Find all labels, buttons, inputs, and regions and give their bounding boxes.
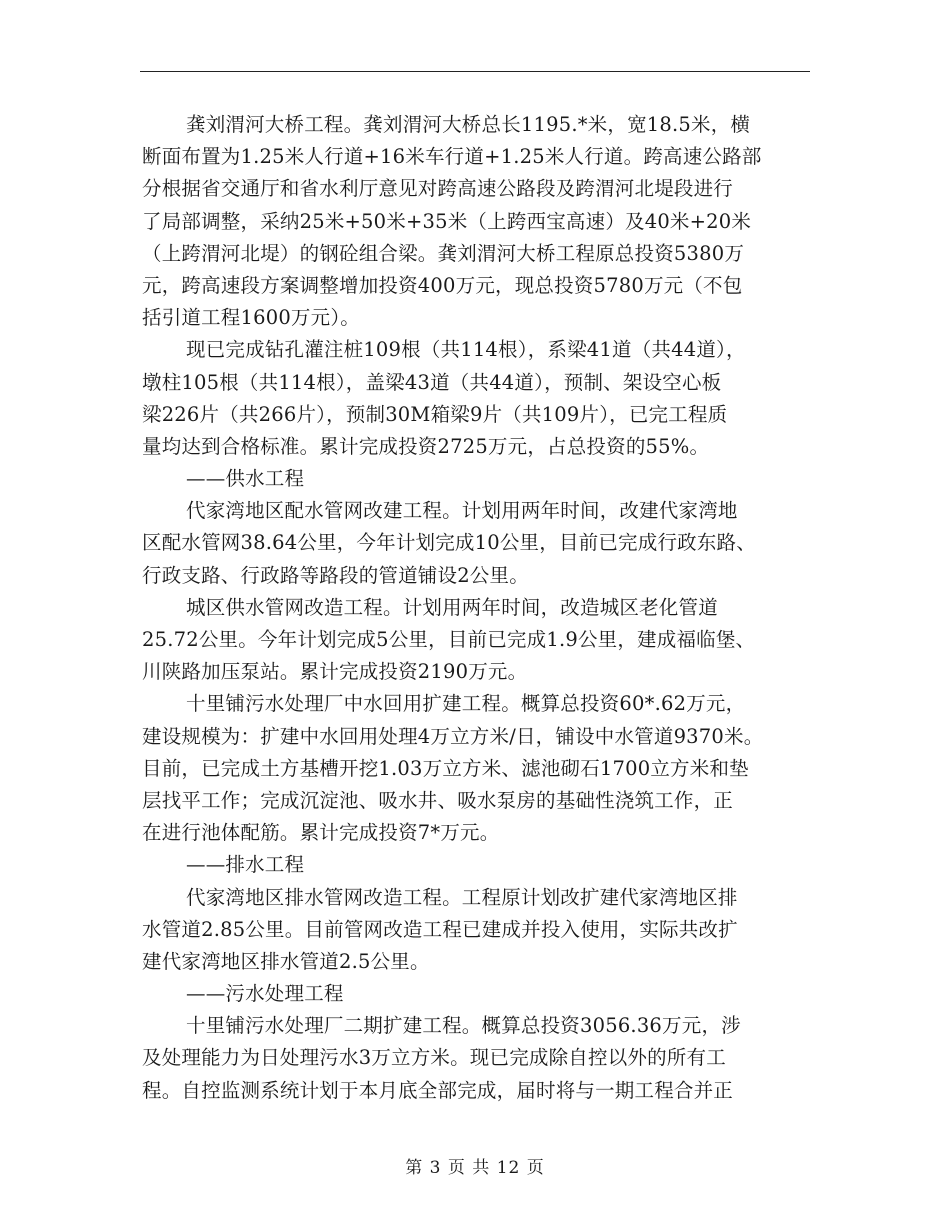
text-line: 城区供水管网改造工程。计划用两年时间，改造城区老化管道: [186, 595, 718, 619]
text-line: 十里铺污水处理厂中水回用扩建工程。概算总投资60*.62万元，: [186, 692, 746, 716]
text-line: 现已完成钻孔灌注桩109根（共114根），系梁41道（共44道），: [186, 338, 746, 362]
text-line: 量均达到合格标准。累计完成投资2725万元，占总投资的55%。: [142, 434, 710, 458]
text-line: 分根据省交通厅和省水利厅意见对跨高速公路段及跨渭河北堤段进行: [142, 177, 734, 201]
text-line: （上跨渭河北堤）的钢砼组合梁。龚刘渭河大桥工程原总投资5380万: [142, 241, 745, 265]
text-line: ——供水工程: [186, 467, 305, 491]
text-line: 龚刘渭河大桥工程。龚刘渭河大桥总长1195.*米，宽18.5米，横: [186, 113, 751, 136]
page-footer: 第 3 页 共 12 页: [405, 1158, 545, 1178]
text-line: 了局部调整，采纳25米+50米+35米（上跨西宝高速）及40米+20米: [142, 209, 752, 233]
text-line: 区配水管网38.64公里，今年计划完成10公里，目前已完成行政东路、: [142, 531, 756, 555]
text-line: 墩柱105根（共114根），盖梁43道（共44道），预制、架设空心板: [142, 370, 722, 394]
text-line: 十里铺污水处理厂二期扩建工程。概算总投资3056.36万元，涉: [186, 1014, 741, 1038]
text-line: 行政支路、行政路等路段的管道铺设2公里。: [142, 563, 529, 587]
document-body: [142, 109, 817, 1107]
text-line: 25.72公里。今年计划完成5公里，目前已完成1.9公里，建成福临堡、: [142, 628, 756, 651]
text-line: 括引道工程1600万元）。: [142, 306, 360, 330]
text-line: 在进行池体配筋。累计完成投资7*万元。: [142, 821, 500, 845]
text-line: 水管道2.85公里。目前管网改造工程已建成并投入使用，实际共改扩: [142, 917, 738, 941]
text-line: 断面布置为1.25米人行道+16米车行道+1.25米人行道。跨高速公路部: [142, 145, 762, 169]
text-line: 元，跨高速段方案调整增加投资400万元，现总投资5780万元（不包: [142, 273, 743, 297]
text-line: 梁226片（共266片），预制30M箱梁9片（共109片），已完工程质: [142, 402, 728, 426]
text-line: 代家湾地区配水管网改建工程。计划用两年时间，改建代家湾地: [186, 499, 738, 523]
text-line: 代家湾地区排水管网改造工程。工程原计划改扩建代家湾地区排: [186, 885, 738, 909]
text-line: 及处理能力为日处理污水3万立方米。现已完成除自控以外的所有工: [142, 1046, 726, 1070]
text-line: 建代家湾地区排水管道2.5公里。: [142, 949, 430, 973]
text-line: 川陕路加压泵站。累计完成投资2190万元。: [142, 660, 528, 684]
text-line: 建设规模为：扩建中水回用处理4万立方米/日，铺设中水管道9370米。: [142, 724, 764, 748]
header-divider: [140, 71, 810, 72]
text-line: ——排水工程: [186, 853, 305, 877]
text-line: ——污水处理工程: [186, 982, 344, 1006]
text-line: 层找平工作；完成沉淀池、吸水井、吸水泵房的基础性浇筑工作，正: [142, 788, 734, 812]
text-line: 程。自控监测系统计划于本月底全部完成，届时将与一期工程合并正: [142, 1078, 734, 1102]
text-line: 目前，已完成土方基槽开挖1.03万立方米、滤池砌石1700立方米和垫: [142, 756, 749, 780]
